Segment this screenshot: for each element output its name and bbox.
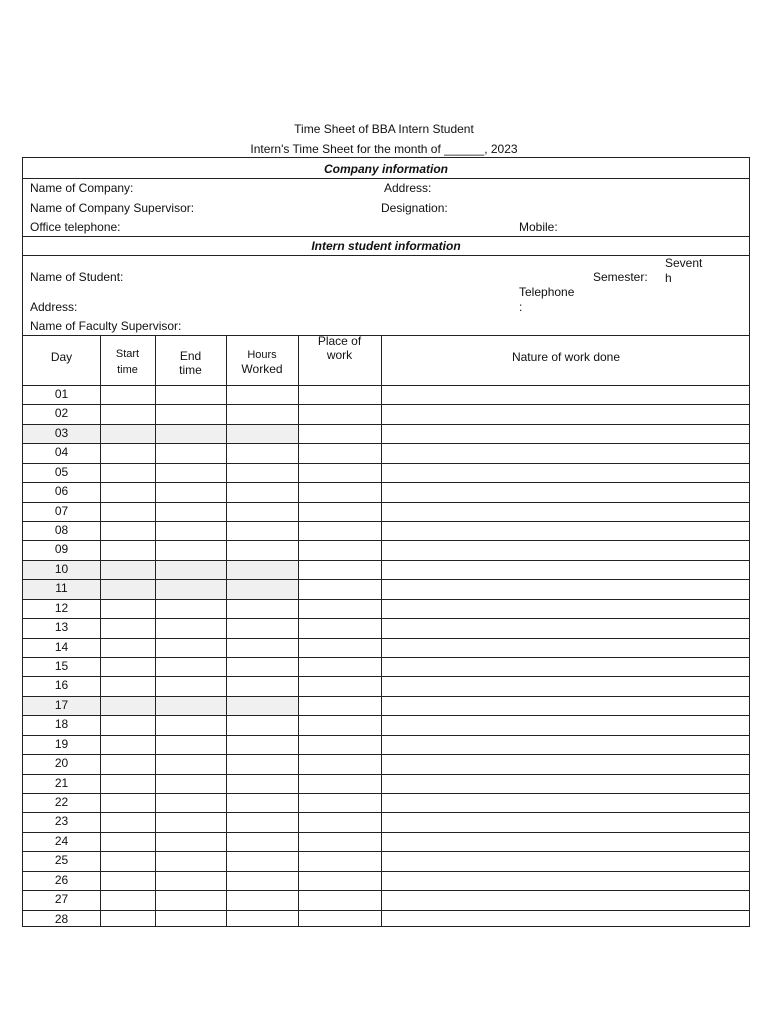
day-number: 08 bbox=[54, 523, 69, 537]
row-divider bbox=[23, 502, 749, 503]
day-number: 23 bbox=[54, 814, 69, 829]
divider bbox=[23, 178, 749, 179]
row-divider bbox=[23, 851, 749, 852]
divider bbox=[23, 255, 749, 256]
day-number: 11 bbox=[55, 581, 68, 596]
day-number: 10 bbox=[54, 561, 69, 576]
row-divider bbox=[23, 443, 749, 444]
row-divider bbox=[23, 404, 749, 405]
column-header-place: Place of work bbox=[317, 334, 362, 363]
day-number: 26 bbox=[54, 872, 69, 887]
faculty-supervisor-label: Name of Faculty Supervisor: bbox=[30, 319, 182, 333]
day-number: 17 bbox=[54, 697, 69, 712]
day-number: 06 bbox=[54, 484, 69, 499]
semester-value-line1: Sevent bbox=[665, 256, 703, 270]
student-section-title: Intern student information bbox=[311, 239, 461, 253]
day-number: 04 bbox=[54, 445, 69, 460]
day-number: 18 bbox=[54, 717, 69, 732]
day-number: 22 bbox=[54, 795, 69, 810]
row-divider bbox=[23, 910, 749, 911]
row-divider bbox=[23, 774, 749, 775]
row-divider bbox=[23, 599, 749, 600]
column-header-hours: Hours Worked bbox=[241, 349, 283, 377]
day-number: 28 bbox=[54, 911, 69, 926]
row-divider bbox=[23, 832, 749, 833]
row-divider bbox=[23, 521, 749, 522]
company-name-label: Name of Company: bbox=[30, 181, 134, 195]
row-divider bbox=[23, 793, 749, 794]
row-divider bbox=[23, 754, 749, 755]
day-number: 24 bbox=[54, 833, 69, 848]
company-section-title: Company information bbox=[323, 162, 448, 176]
company-address-label: Address: bbox=[384, 181, 432, 195]
row-divider bbox=[23, 657, 749, 658]
row-divider bbox=[23, 715, 749, 716]
column-header-nature: Nature of work done bbox=[511, 350, 621, 364]
day-number: 07 bbox=[54, 503, 69, 518]
column-header-day: Day bbox=[50, 350, 73, 364]
day-number: 13 bbox=[54, 620, 69, 635]
row-divider bbox=[23, 735, 749, 736]
semester-label: Semester: bbox=[593, 270, 648, 284]
designation-label: Designation: bbox=[381, 201, 448, 215]
column-divider bbox=[155, 335, 156, 926]
row-divider bbox=[23, 540, 749, 541]
column-divider bbox=[100, 335, 101, 926]
row-divider bbox=[23, 812, 749, 813]
student-telephone-label: Telephone bbox=[519, 285, 575, 299]
column-divider bbox=[226, 335, 227, 926]
office-telephone-label: Office telephone: bbox=[30, 220, 121, 234]
day-number: 14 bbox=[54, 639, 69, 654]
column-header-start: Start time bbox=[115, 348, 140, 377]
student-telephone-colon: : bbox=[519, 300, 523, 314]
mobile-label: Mobile: bbox=[519, 220, 558, 234]
day-number: 01 bbox=[54, 387, 69, 401]
student-name-label: Name of Student: bbox=[30, 270, 124, 284]
day-number: 03 bbox=[54, 425, 69, 440]
day-number: 27 bbox=[54, 892, 69, 907]
day-number: 21 bbox=[54, 775, 69, 790]
column-divider bbox=[381, 335, 382, 926]
day-number: 12 bbox=[54, 600, 69, 615]
row-divider bbox=[23, 890, 749, 891]
divider bbox=[23, 335, 749, 336]
row-divider bbox=[23, 638, 749, 639]
day-number: 09 bbox=[54, 542, 69, 557]
student-address-label: Address: bbox=[30, 300, 78, 314]
day-number: 16 bbox=[54, 678, 69, 693]
row-divider bbox=[23, 482, 749, 483]
timesheet-form bbox=[22, 157, 750, 927]
day-number: 05 bbox=[54, 464, 69, 479]
column-header-end: End time bbox=[179, 349, 202, 378]
sheet-subtitle: Intern's Time Sheet for the month of ______, 2023 bbox=[250, 142, 518, 156]
day-number: 19 bbox=[54, 736, 69, 751]
day-number: 02 bbox=[54, 406, 69, 421]
row-divider bbox=[23, 463, 749, 464]
semester-value-line2: h bbox=[665, 271, 672, 285]
row-divider bbox=[23, 385, 749, 386]
company-supervisor-label: Name of Company Supervisor: bbox=[30, 201, 195, 215]
day-number: 25 bbox=[54, 853, 69, 868]
row-divider bbox=[23, 676, 749, 677]
divider bbox=[23, 236, 749, 237]
row-divider bbox=[23, 618, 749, 619]
row-divider bbox=[23, 871, 749, 872]
sheet-title: Time Sheet of BBA Intern Student bbox=[294, 122, 474, 136]
day-number: 15 bbox=[54, 659, 69, 674]
day-number: 20 bbox=[54, 756, 69, 771]
column-divider bbox=[298, 335, 299, 926]
